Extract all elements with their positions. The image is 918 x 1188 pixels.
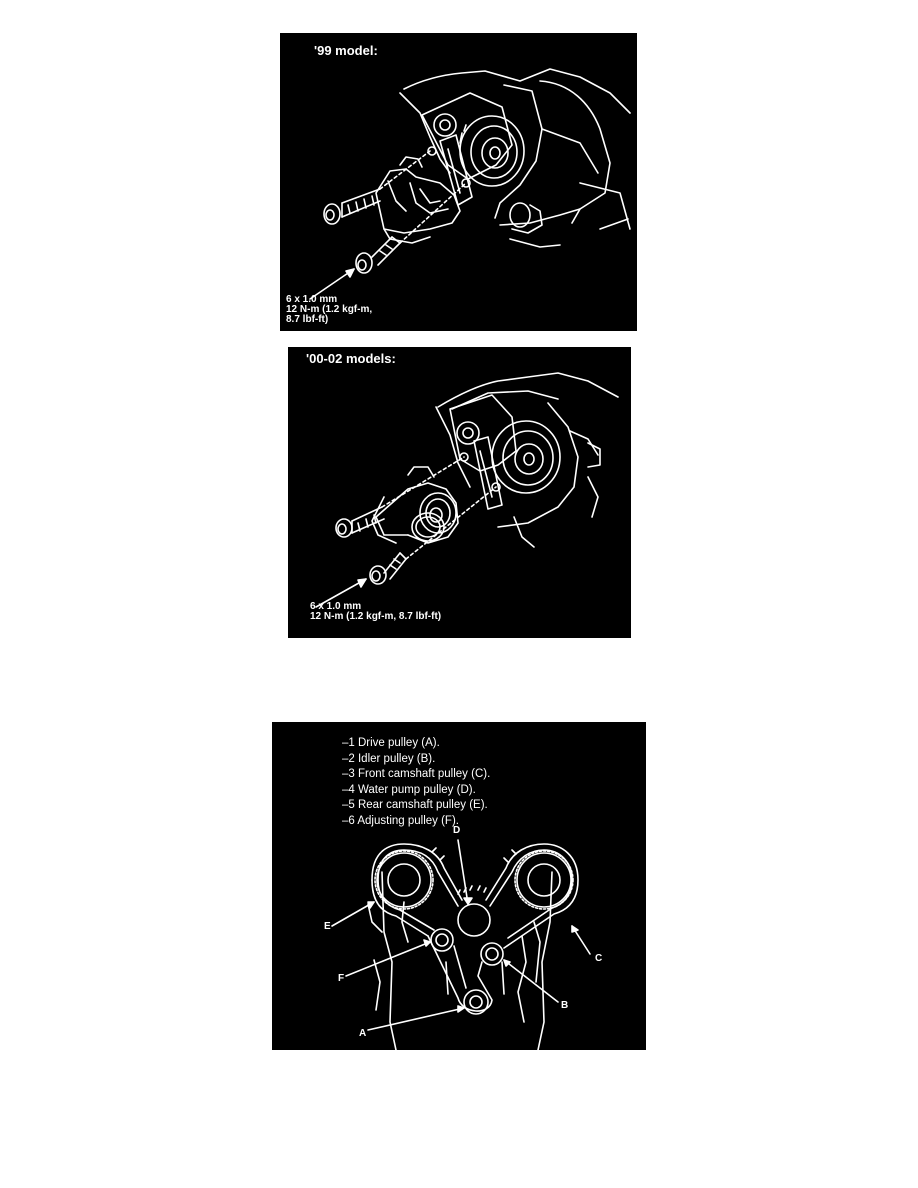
figure-00-02-models <box>288 347 631 638</box>
step-item: –1 Drive pulley (A). <box>342 737 440 749</box>
figure-belt-routing <box>272 722 646 1050</box>
label-e: E <box>324 921 331 932</box>
figure-title: '99 model: <box>314 43 378 58</box>
label-c: C <box>595 953 603 964</box>
figure-99-model <box>280 33 637 331</box>
torque-spec <box>286 295 372 325</box>
label-d: D <box>453 825 461 836</box>
step-item: –2 Idler pulley (B). <box>342 752 436 765</box>
spec-line: 6 x 1.0 mm <box>286 294 338 305</box>
procedure-steps <box>342 736 490 829</box>
label-b: B <box>561 1000 569 1011</box>
spec-line: 12 N-m (1.2 kgf-m, <box>286 304 373 315</box>
spec-line: 8.7 lbf-ft) <box>286 314 329 325</box>
step-item: –5 Rear camshaft pulley (E). <box>342 799 488 811</box>
step-item: –6 Adjusting pulley (F). <box>342 814 459 827</box>
step-item: –3 Front camshaft pulley (C). <box>342 768 491 780</box>
spec-line: 6 x 1.0 mm <box>310 601 362 612</box>
tensioner-drawing-99 <box>280 33 637 331</box>
spec-line: 12 N-m (1.2 kgf-m, 8.7 lbf-ft) <box>310 611 442 622</box>
label-f: F <box>338 973 345 984</box>
step-item: –4 Water pump pulley (D). <box>342 783 476 796</box>
torque-spec <box>310 602 441 622</box>
figure-title: '00-02 models: <box>306 351 396 366</box>
tensioner-drawing-00-02 <box>288 347 631 638</box>
label-a: A <box>359 1028 367 1039</box>
